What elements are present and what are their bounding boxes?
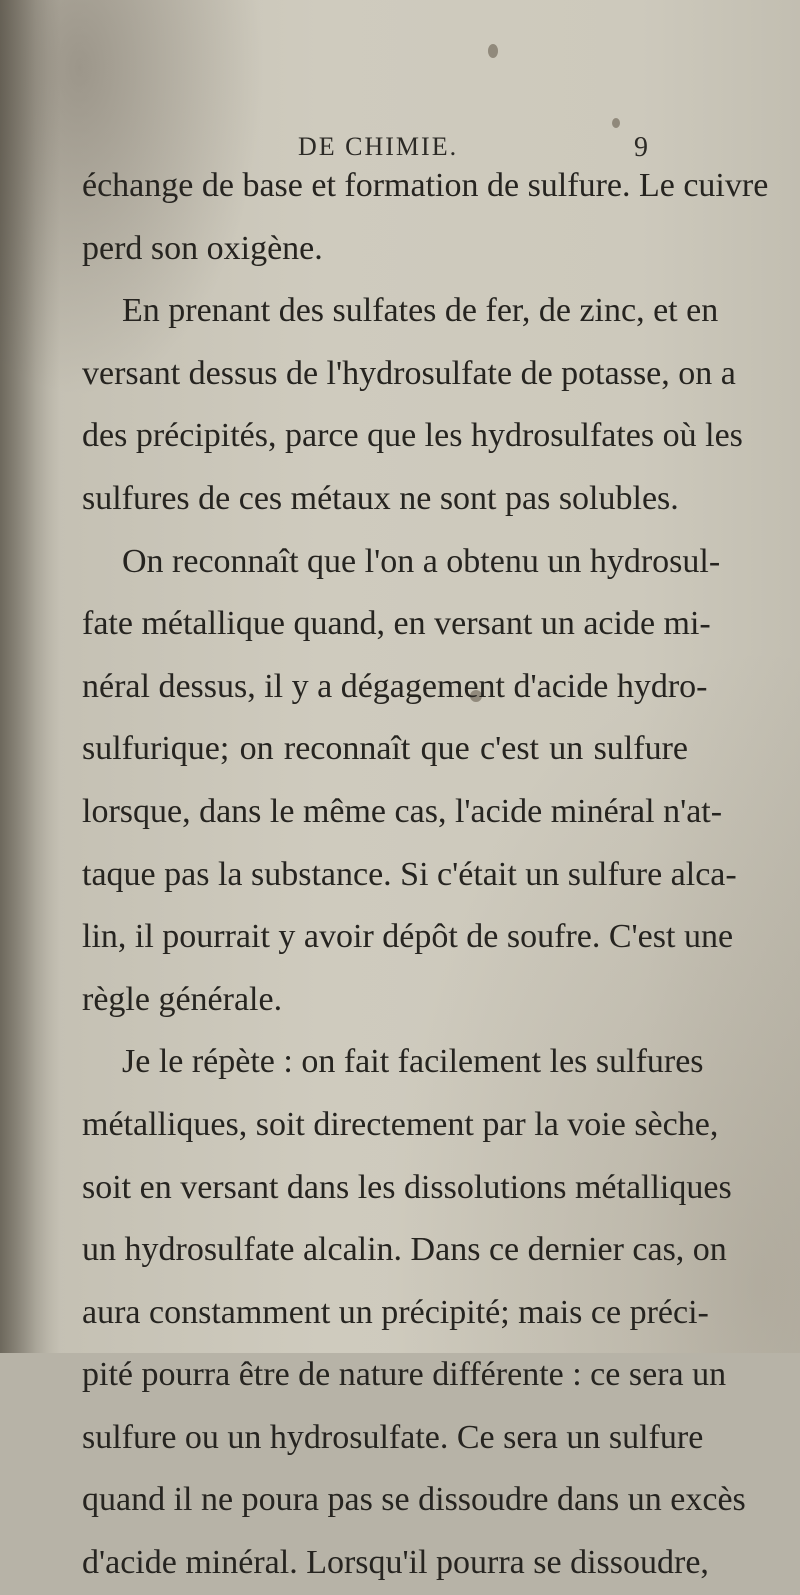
text-line: néral dessus, il y a dégagement d'acide hydro- — [82, 667, 708, 705]
text-line: lorsque, dans le même cas, l'acide minéral n'at- — [82, 792, 723, 830]
text-line: Je le répète : on fait facilement les sulfures — [122, 1043, 704, 1081]
text-line: sulfurique; on reconnaît que c'est un sulfure — [82, 730, 688, 768]
text-line: un hydrosulfate alcalin. Dans ce dernier cas, on — [82, 1231, 727, 1269]
text-line: sulfure ou un hydrosulfate. Ce sera un sulfure — [82, 1418, 704, 1456]
text-line: sulfures de ces métaux ne sont pas solubles. — [82, 479, 679, 517]
text-line: pité pourra être de nature différente : ce sera un — [82, 1356, 727, 1394]
text-line: lin, il pourrait y avoir dépôt de soufre. C'est une — [82, 918, 734, 956]
text-line: métalliques, soit directement par la voie sèche, — [82, 1105, 719, 1143]
text-line: échange de base et formation de sulfure. Le cuivre — [82, 167, 769, 204]
text-line: règle générale. — [82, 980, 283, 1018]
text-line: soit en versant dans les dissolutions métalliques — [82, 1168, 732, 1206]
text-line: versant dessus de l'hydrosulfate de potasse, on a — [82, 354, 736, 392]
text-line: En prenant des sulfates de fer, de zinc, et en — [122, 292, 719, 330]
text-line: aura constamment un précipité; mais ce préci- — [82, 1293, 709, 1331]
spine-shadow — [0, 0, 60, 1353]
body-text — [82, 155, 769, 1595]
text-line: quand il ne poura pas se dissoudre dans un excès — [82, 1481, 746, 1519]
page-number: 9 — [634, 132, 648, 163]
text-line: On reconnaît que l'on a obtenu un hydrosul- — [122, 542, 721, 580]
text-line: des précipités, parce que les hydrosulfates où les — [82, 417, 743, 455]
text-line: taque pas la substance. Si c'était un sulfure alca- — [82, 855, 737, 893]
running-title: DE CHIMIE. — [298, 132, 459, 161]
ink-spot — [488, 44, 498, 58]
text-line: d'acide minéral. Lorsqu'il pourra se dissoudre, — [82, 1544, 709, 1582]
text-line: perd son oxigène. — [82, 229, 323, 267]
text-line: fate métallique quand, en versant un acide mi- — [82, 605, 711, 643]
ink-spot — [612, 118, 620, 128]
